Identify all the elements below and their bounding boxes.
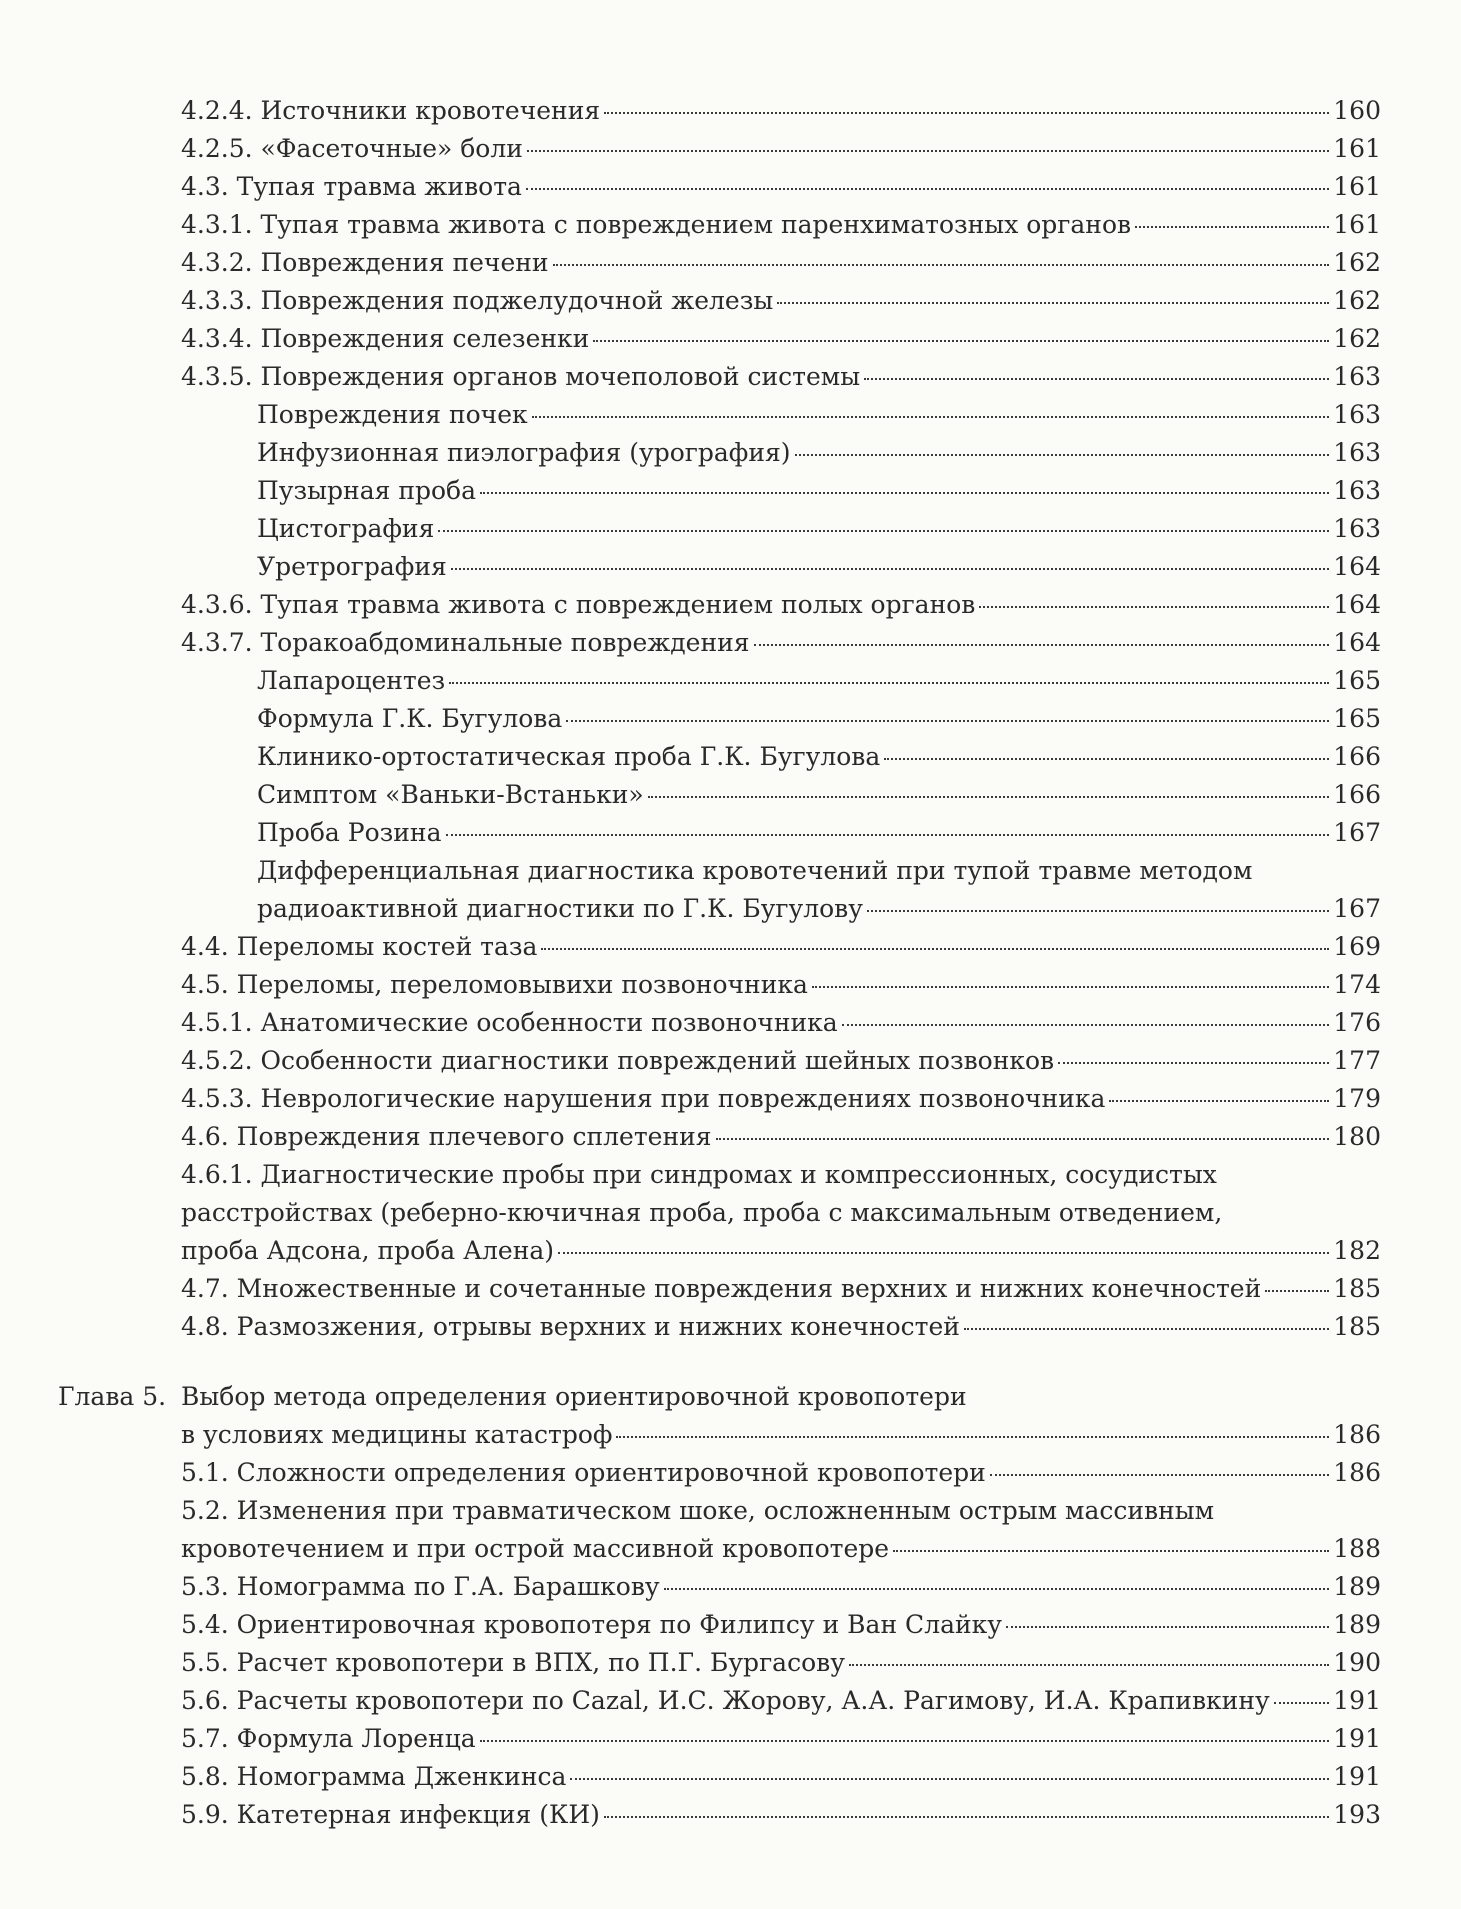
- toc-entry-line: [181, 1606, 1381, 1644]
- toc-page-number: 191: [1333, 1686, 1381, 1715]
- dot-leader: [449, 682, 1329, 684]
- toc-page-number: 160: [1333, 96, 1381, 125]
- toc-entry[interactable]: [181, 130, 1381, 168]
- toc-entry-line: [257, 510, 1381, 548]
- toc-entry-line: [181, 168, 1381, 206]
- toc-entry[interactable]: [181, 1454, 1381, 1492]
- toc-entry-title: 5.1. Сложности определения ориентировочной кровопотери: [181, 1458, 986, 1487]
- toc-entry-line: [181, 966, 1381, 1004]
- toc-entry[interactable]: [181, 1796, 1381, 1834]
- toc-entry-title: 4.3.5. Повреждения органов мочеполовой системы: [181, 362, 861, 391]
- toc-page-number: 185: [1333, 1274, 1381, 1303]
- toc-entry-line: [181, 1720, 1381, 1758]
- dot-leader: [1274, 1702, 1329, 1704]
- toc-entry[interactable]: [257, 738, 1381, 776]
- toc-entry-line: [257, 700, 1381, 738]
- toc-entry-line: [257, 814, 1381, 852]
- toc-entry-line-wrap: [181, 1194, 1381, 1232]
- toc-page-number: 166: [1333, 780, 1381, 809]
- toc-entry-line: [181, 92, 1381, 130]
- toc-entry[interactable]: [181, 1308, 1381, 1346]
- toc-entry-line: [181, 1080, 1381, 1118]
- toc-entry-title: 5.9. Катетерная инфекция (КИ): [181, 1800, 600, 1829]
- toc-entry-title: 5.6. Расчеты кровопотери по Cazal, И.С. Жорову, А.А. Рагимову, И.А. Крапивкину: [181, 1686, 1270, 1715]
- toc-page-number: 185: [1333, 1312, 1381, 1341]
- toc-entry[interactable]: [181, 1720, 1381, 1758]
- toc-entry[interactable]: [181, 1492, 1381, 1568]
- toc-entry[interactable]: [181, 1004, 1381, 1042]
- dot-leader: [795, 454, 1329, 456]
- dot-leader: [842, 1024, 1329, 1026]
- toc-page-number: 177: [1333, 1046, 1381, 1075]
- toc-entry[interactable]: [181, 92, 1381, 130]
- toc-entry-line: [257, 776, 1381, 814]
- toc-page-number: 189: [1333, 1572, 1381, 1601]
- dot-leader: [867, 910, 1329, 912]
- toc-entry-title: Формула Г.К. Бугулова: [257, 704, 563, 733]
- toc-entry[interactable]: [257, 396, 1381, 434]
- toc-entry[interactable]: [181, 206, 1381, 244]
- toc-page-number: 167: [1333, 894, 1381, 923]
- toc-page-number: 161: [1333, 134, 1381, 163]
- toc-entry-title: Инфузионная пиэлография (урография): [257, 438, 791, 467]
- toc-page-number: 191: [1333, 1724, 1381, 1753]
- toc-page-number: 193: [1333, 1800, 1381, 1829]
- toc-entry-title: 5.7. Формула Лоренца: [181, 1724, 476, 1753]
- toc-entry-line-wrap: [181, 1378, 1381, 1416]
- toc-entry-title: 4.2.5. «Фасеточные» боли: [181, 134, 523, 163]
- toc-entry[interactable]: [181, 358, 1381, 396]
- dot-leader: [979, 606, 1329, 608]
- toc-entry[interactable]: [257, 510, 1381, 548]
- toc-entry-line: [181, 1530, 1381, 1568]
- dot-leader: [1135, 226, 1329, 228]
- toc-entry-line: [257, 738, 1381, 776]
- toc-entry[interactable]: [257, 434, 1381, 472]
- toc-page-number: 191: [1333, 1762, 1381, 1791]
- toc-entry-line: [181, 282, 1381, 320]
- dot-leader: [593, 340, 1329, 342]
- toc-entry-line: [181, 1758, 1381, 1796]
- toc-page-number: 163: [1333, 514, 1381, 543]
- toc-entry-line: [181, 624, 1381, 662]
- toc-entry[interactable]: [58, 1378, 1381, 1454]
- toc-page-number: 161: [1333, 210, 1381, 239]
- toc-entry-title: Выбор метода определения ориентировочной кровопотери: [181, 1382, 967, 1411]
- toc-entry-title: 4.2.4. Источники кровотечения: [181, 96, 601, 125]
- dot-leader: [566, 720, 1329, 722]
- dot-leader: [1265, 1290, 1329, 1292]
- toc-entry[interactable]: [181, 1118, 1381, 1156]
- toc-entry-title: Дифференциальная диагностика кровотечений при тупой травме методом: [257, 856, 1253, 885]
- toc-entry[interactable]: [257, 472, 1381, 510]
- toc-entry-title: 5.3. Номограмма по Г.А. Барашкову: [181, 1572, 660, 1601]
- toc-page-number: 180: [1333, 1122, 1381, 1151]
- toc-page-number: 163: [1333, 400, 1381, 429]
- toc-entry-title: Проба Розина: [257, 818, 442, 847]
- toc-page-number: 164: [1333, 552, 1381, 581]
- toc-entry[interactable]: [257, 662, 1381, 700]
- dot-leader: [604, 112, 1329, 114]
- toc-entry-title: проба Адсона, проба Алена): [181, 1236, 555, 1265]
- toc-page-number: 162: [1333, 324, 1381, 353]
- toc-entry[interactable]: [181, 1644, 1381, 1682]
- dot-leader: [451, 568, 1329, 570]
- toc-entry-line-wrap: [257, 852, 1381, 890]
- toc-entry[interactable]: [257, 814, 1381, 852]
- dot-leader: [754, 644, 1329, 646]
- dot-leader: [527, 150, 1329, 152]
- toc-page-number: 176: [1333, 1008, 1381, 1037]
- toc-entry[interactable]: [181, 320, 1381, 358]
- toc-entry-title: 4.7. Множественные и сочетанные повреждения верхних и нижних конечностей: [181, 1274, 1262, 1303]
- dot-leader: [532, 416, 1329, 418]
- toc-page-number: 186: [1333, 1420, 1381, 1449]
- toc-entry-title: 4.6. Повреждения плечевого сплетения: [181, 1122, 712, 1151]
- chapter-number: Глава 5.: [58, 1382, 167, 1411]
- toc-page-number: 164: [1333, 590, 1381, 619]
- dot-leader: [553, 264, 1329, 266]
- toc-entry-title: кровотечением и при острой массивной кровопотере: [181, 1534, 890, 1563]
- toc-entry[interactable]: [181, 586, 1381, 624]
- toc-entry-title: 4.5. Переломы, переломовывихи позвоночника: [181, 970, 808, 999]
- dot-leader: [812, 986, 1329, 988]
- toc-entry[interactable]: [181, 966, 1381, 1004]
- toc-page-number: 163: [1333, 438, 1381, 467]
- toc-entry-title: 4.8. Размозжения, отрывы верхних и нижних конечностей: [181, 1312, 960, 1341]
- toc-page-number: 165: [1333, 704, 1381, 733]
- toc-entry-line: [257, 472, 1381, 510]
- dot-leader: [480, 492, 1329, 494]
- toc-entry-title: в условиях медицины катастроф: [181, 1420, 613, 1449]
- toc-entry-title: Повреждения почек: [257, 400, 528, 429]
- toc-entry-title: радиоактивной диагностики по Г.К. Бугулову: [257, 894, 863, 923]
- toc-entry[interactable]: [257, 700, 1381, 738]
- dot-leader: [884, 758, 1329, 760]
- toc-entry-title: 5.4. Ориентировочная кровопотеря по Филипсу и Ван Слайку: [181, 1610, 1002, 1639]
- toc-page-number: 163: [1333, 476, 1381, 505]
- toc-page-number: 182: [1333, 1236, 1381, 1265]
- toc-entry-line: [181, 320, 1381, 358]
- dot-leader: [849, 1664, 1329, 1666]
- toc-entry[interactable]: [181, 244, 1381, 282]
- dot-leader: [438, 530, 1329, 532]
- toc-entry-line: [181, 586, 1381, 624]
- toc-page-number: 164: [1333, 628, 1381, 657]
- toc-entry-title: Цистография: [257, 514, 435, 543]
- toc-page-number: 165: [1333, 666, 1381, 695]
- toc-entry-line: [181, 244, 1381, 282]
- toc-entry-title: Пузырная проба: [257, 476, 477, 505]
- toc-entry[interactable]: [181, 1682, 1381, 1720]
- toc-entry-line: [181, 1232, 1381, 1270]
- toc-entry-title: 4.6.1. Диагностические пробы при синдромах и компрессионных, сосудистых: [181, 1160, 1217, 1189]
- toc-entry-line: [257, 890, 1381, 928]
- dot-leader: [964, 1328, 1329, 1330]
- toc-entry[interactable]: [181, 282, 1381, 320]
- toc-entry[interactable]: [181, 1080, 1381, 1118]
- toc-entry-line: [257, 662, 1381, 700]
- dot-leader: [604, 1816, 1329, 1818]
- toc-entry-line: [181, 1118, 1381, 1156]
- toc-entry-line: [181, 1416, 1381, 1454]
- toc-page-number: 169: [1333, 932, 1381, 961]
- toc-page-number: 166: [1333, 742, 1381, 771]
- toc-page-number: 190: [1333, 1648, 1381, 1677]
- toc-entry-title: 4.3.4. Повреждения селезенки: [181, 324, 590, 353]
- toc-entry-line: [181, 1796, 1381, 1834]
- toc-entry-title: Симптом «Ваньки-Встаньки»: [257, 780, 644, 809]
- dot-leader: [1058, 1062, 1329, 1064]
- toc-entry-title: 4.3.2. Повреждения печени: [181, 248, 549, 277]
- toc-entry-line: [257, 434, 1381, 472]
- toc-entry-line: [181, 1270, 1381, 1308]
- toc-entry-title: 5.5. Расчет кровопотери в ВПХ, по П.Г. Бургасову: [181, 1648, 845, 1677]
- toc-entry[interactable]: [181, 1606, 1381, 1644]
- toc-entry-line-wrap: [181, 1492, 1381, 1530]
- dot-leader: [1109, 1100, 1329, 1102]
- toc-entry[interactable]: [181, 1042, 1381, 1080]
- dot-leader: [570, 1778, 1329, 1780]
- toc-entry[interactable]: [257, 776, 1381, 814]
- toc-entry[interactable]: [181, 1568, 1381, 1606]
- toc-entry[interactable]: [181, 168, 1381, 206]
- toc-entry-line: [181, 1682, 1381, 1720]
- toc-entry-line: [257, 548, 1381, 586]
- dot-leader: [716, 1138, 1329, 1140]
- toc-entry-title: 5.8. Номограмма Дженкинса: [181, 1762, 567, 1791]
- toc-entry-line: [181, 1644, 1381, 1682]
- dot-leader: [480, 1740, 1329, 1742]
- toc-page-number: 179: [1333, 1084, 1381, 1113]
- toc-page-number: 186: [1333, 1458, 1381, 1487]
- toc-entry[interactable]: [257, 548, 1381, 586]
- toc-entry-title: 4.4. Переломы костей таза: [181, 932, 538, 961]
- toc-entry-line: [181, 1308, 1381, 1346]
- toc-entry-title: 4.3. Тупая травма живота: [181, 172, 522, 201]
- dot-leader: [664, 1588, 1329, 1590]
- dot-leader: [541, 948, 1329, 950]
- toc-entry-title: расстройствах (реберно-кючичная проба, проба с максимальным отведением,: [181, 1198, 1223, 1227]
- dot-leader: [616, 1436, 1329, 1438]
- dot-leader: [526, 188, 1329, 190]
- toc-entry-title: Лапароцентез: [257, 666, 446, 695]
- toc-entry-line: [257, 396, 1381, 434]
- toc-entry-title: 5.2. Изменения при травматическом шоке, осложненным острым массивным: [181, 1496, 1215, 1525]
- toc-entry-title: Клинико-ортостатическая проба Г.К. Бугулова: [257, 742, 881, 771]
- toc-entry-line: [181, 928, 1381, 966]
- toc-entry-line-wrap: [181, 1156, 1381, 1194]
- toc-entry[interactable]: [257, 852, 1381, 928]
- toc-page-number: 188: [1333, 1534, 1381, 1563]
- toc-entry-title: 4.5.3. Неврологические нарушения при повреждениях позвоночника: [181, 1084, 1106, 1113]
- toc-entry-title: 4.3.1. Тупая травма живота с повреждением паренхиматозных органов: [181, 210, 1132, 239]
- dot-leader: [990, 1474, 1329, 1476]
- dot-leader: [1006, 1626, 1329, 1628]
- toc-entry-line: [181, 1454, 1381, 1492]
- toc-entry-line: [181, 206, 1381, 244]
- dot-leader: [893, 1550, 1329, 1552]
- toc-entry-title: Уретрография: [257, 552, 447, 581]
- toc-page-number: 162: [1333, 286, 1381, 315]
- toc-entry[interactable]: [181, 1156, 1381, 1270]
- toc-entry-title: 4.5.1. Анатомические особенности позвоночника: [181, 1008, 838, 1037]
- toc-entry-title: 4.5.2. Особенности диагностики повреждений шейных позвонков: [181, 1046, 1055, 1075]
- toc-page-number: 161: [1333, 172, 1381, 201]
- toc-entry-line: [181, 358, 1381, 396]
- toc-entry-line: [181, 130, 1381, 168]
- toc-entry-line: [181, 1568, 1381, 1606]
- toc-entry[interactable]: [181, 1758, 1381, 1796]
- toc-entry[interactable]: [181, 624, 1381, 662]
- toc-entry-line: [181, 1004, 1381, 1042]
- toc-page-number: 174: [1333, 970, 1381, 999]
- dot-leader: [777, 302, 1329, 304]
- dot-leader: [558, 1252, 1329, 1254]
- toc-entry-title: 4.3.7. Торакоабдоминальные повреждения: [181, 628, 750, 657]
- toc-page-number: 162: [1333, 248, 1381, 277]
- toc-page-number: 189: [1333, 1610, 1381, 1639]
- toc-entry[interactable]: [181, 1270, 1381, 1308]
- toc-entry-title: 4.3.6. Тупая травма живота с повреждением полых органов: [181, 590, 976, 619]
- toc-page-number: 167: [1333, 818, 1381, 847]
- dot-leader: [864, 378, 1329, 380]
- toc-entry-line: [181, 1042, 1381, 1080]
- toc-entry-title: 4.3.3. Повреждения поджелудочной железы: [181, 286, 774, 315]
- toc-entry[interactable]: [181, 928, 1381, 966]
- dot-leader: [446, 834, 1330, 836]
- dot-leader: [648, 796, 1329, 798]
- toc-page-number: 163: [1333, 362, 1381, 391]
